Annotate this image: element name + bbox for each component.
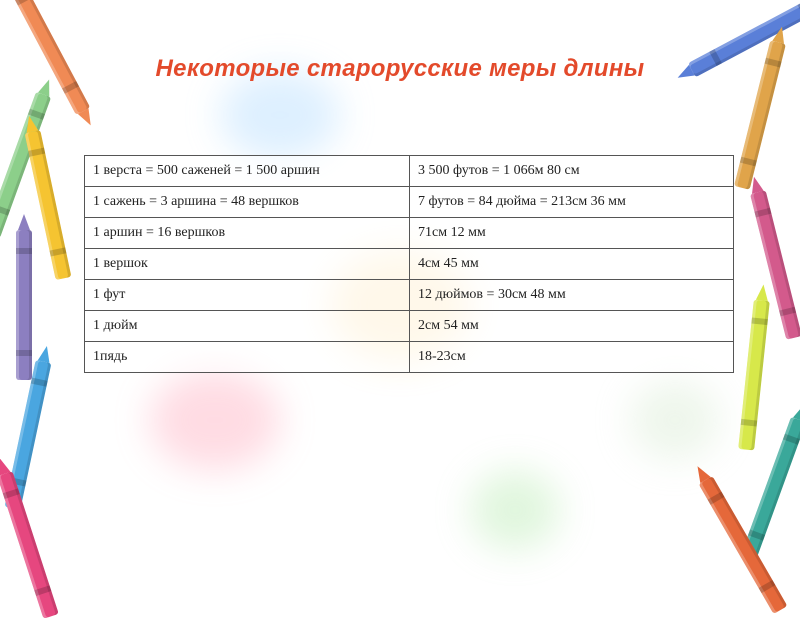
crayon-purple-icon bbox=[16, 230, 32, 380]
table-cell: 18-23см bbox=[410, 342, 734, 373]
background-blob bbox=[150, 370, 280, 470]
table-cell: 1 верста = 500 саженей = 1 500 аршин bbox=[85, 156, 410, 187]
table-cell: 1 аршин = 16 вершков bbox=[85, 218, 410, 249]
table-cell: 7 футов = 84 дюйма = 213см 36 мм bbox=[410, 187, 734, 218]
table-row bbox=[85, 342, 734, 373]
table-cell: 1 дюйм bbox=[85, 311, 410, 342]
crayon-lime-icon bbox=[738, 300, 770, 451]
table-cell: 3 500 футов = 1 066м 80 см bbox=[410, 156, 734, 187]
table-cell: 2см 54 мм bbox=[410, 311, 734, 342]
table-row bbox=[85, 280, 734, 311]
table-row bbox=[85, 249, 734, 280]
table-cell: 1 фут bbox=[85, 280, 410, 311]
page-title: Некоторые старорусские меры длины bbox=[155, 55, 645, 82]
crayon-pink-icon bbox=[0, 471, 59, 619]
background-blob bbox=[470, 470, 560, 550]
table-row bbox=[85, 311, 734, 342]
table-row bbox=[85, 156, 734, 187]
table-cell: 4см 45 мм bbox=[410, 249, 734, 280]
table-cell: 1 сажень = 3 аршина = 48 вершков bbox=[85, 187, 410, 218]
table-cell: 12 дюймов = 30см 48 мм bbox=[410, 280, 734, 311]
background-blob bbox=[630, 380, 720, 460]
background-blob bbox=[220, 70, 340, 160]
table-cell: 71см 12 мм bbox=[410, 218, 734, 249]
table-cell: 1пядь bbox=[85, 342, 410, 373]
measures-table bbox=[84, 155, 734, 373]
table-cell: 1 вершок bbox=[85, 249, 410, 280]
table-row bbox=[85, 187, 734, 218]
table-row bbox=[85, 218, 734, 249]
